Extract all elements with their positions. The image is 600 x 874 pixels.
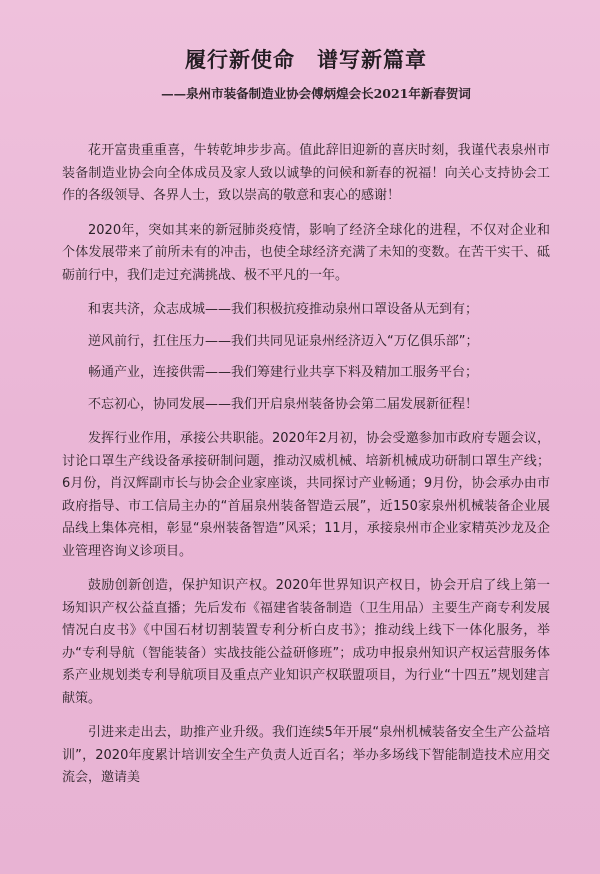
paragraph-highlight-2: 逆风前行，扛住压力——我们共同见证泉州经济迈入“万亿俱乐部”； xyxy=(88,333,479,349)
paragraph-highlight-1: 和衷共济，众志成城——我们积极抗疫推动泉州口罩设备从无到有； xyxy=(88,302,479,317)
document-subtitle: ——泉州市装备制造业协会傅炳煌会长2021年新春贺词 xyxy=(161,86,471,101)
paragraph-highlight-3: 畅通产业，连接供需——我们筹建行业共享下料及精加工服务平台； xyxy=(88,365,479,380)
paragraph-innovation-ip: 鼓励创新创造，保护知识产权。2020年世界知识产权日，协会开启了线上第一场知识产权公益直播；先后发布《福建省装备制造（卫生用品）主要生产商专利发展情况白皮书》《中国石材切割装置专利分析白皮书》；推动线上线下一体化服务，举办“专利导航（智能装备）实战技能公益研修班”；成功申报泉州知识产权运营服务体系产业规划类专利导航项目及重点产业知识产权联盟项目，为行业“十四五”规划建言献策。 xyxy=(62,578,550,706)
paragraph-2020-overview: 2020年，突如其来的新冠肺炎疫情，影响了经济全球化的进程，不仅对企业和个体发展带来了前所未有的冲击，也使全球经济充满了未知的变数。在苦干实干、砥砺前行中，我们走过充满挑战、极不平凡的一年。 xyxy=(62,222,550,283)
paragraph-upgrade: 引进来走出去，助推产业升级。我们连续5年开展“泉州机械装备安全生产公益培训”，2020年度累计培训安全生产负责人近百名；举办多场线下智能制造技术应用交流会，邀请美 xyxy=(62,725,550,785)
paragraph-greeting: 花开富贵重重喜，牛转乾坤步步高。值此辞旧迎新的喜庆时刻，我谨代表泉州市装备制造业协会向全体成员及家人致以诚挚的问候和新春的祝福！向关心支持协会工作的各级领导、各界人士，致以崇高的敬意和衷心的感谢！ xyxy=(62,143,550,203)
paragraph-highlight-4: 不忘初心，协同发展——我们开启泉州装备协会第二届发展新征程！ xyxy=(88,396,479,412)
paragraph-industry-role: 发挥行业作用，承接公共职能。2020年2月初，协会受邀参加市政府专题会议，讨论口罩生产线设备承接研制问题，推动汉威机械、培新机械成功研制口罩生产线；6月份，肖汉辉副市长与协会企业家座谈，共同探讨产业畅通；9月份，协会承办由市政府指导、市工信局主办的“首届泉州装备智造云展”，近150家泉州机械装备企业展品线上集体亮相，彰显“泉州装备智造”风采；11月，承接泉州市企业家精英沙龙及企业管理咨询义诊项目。 xyxy=(62,431,550,559)
title-part-2: 谱写新篇章 xyxy=(317,47,427,72)
document-title xyxy=(62,44,550,74)
title-part-1: 履行新使命 xyxy=(185,47,295,72)
